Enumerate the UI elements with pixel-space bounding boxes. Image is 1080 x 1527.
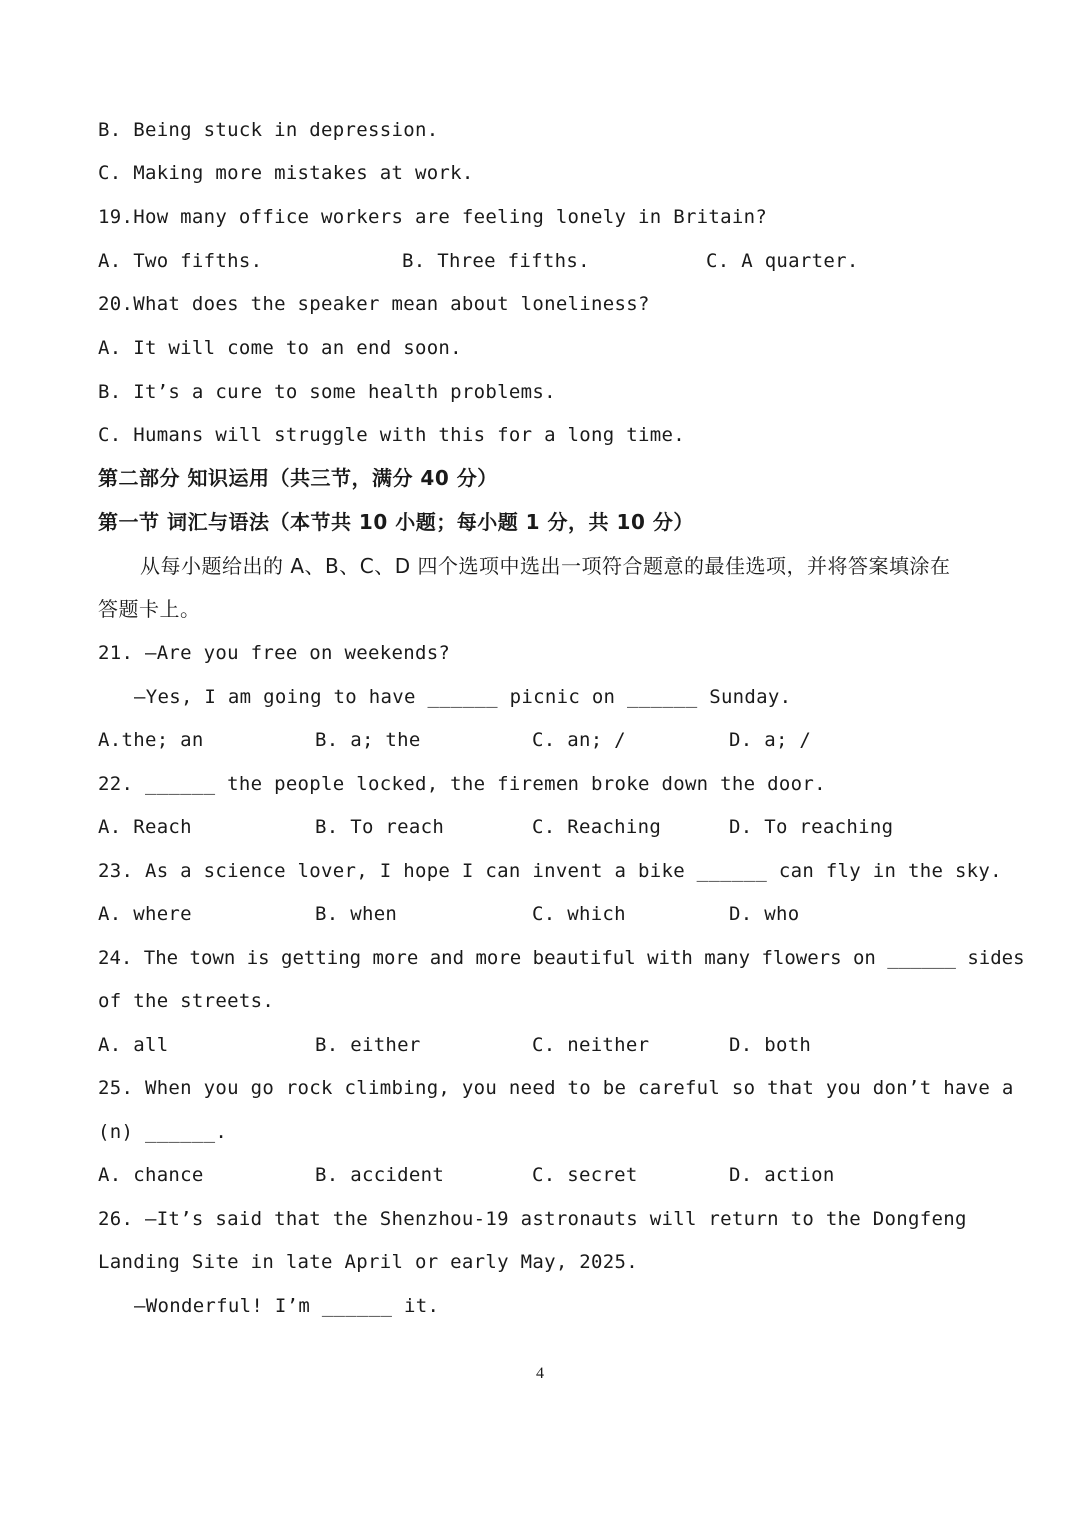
q24-option-a: A. all xyxy=(98,1034,169,1056)
q24-option-d: D. both xyxy=(729,1034,812,1056)
q22-option-b: B. To reach xyxy=(315,816,445,838)
q20-option-a: A. It will come to an end soon. xyxy=(98,337,462,359)
q21-option-a: A.the; an xyxy=(98,729,204,751)
instructions-line-1: 从每小题给出的 A、B、C、D 四个选项中选出一项符合题意的最佳选项，并将答案填涂在 xyxy=(140,554,951,578)
q19-option-c: C. A quarter. xyxy=(706,250,859,272)
q21-option-d: D. a; / xyxy=(729,729,812,751)
q21-stem-line-2: —Yes, I am going to have ______ picnic on ______ Sunday. xyxy=(134,686,792,708)
q20-stem: 20.What does the speaker mean about loneliness? xyxy=(98,293,650,315)
q25-stem-line-2: (n) ______. xyxy=(98,1121,228,1143)
q23-stem: 23. As a science lover, I hope I can invent a bike ______ can fly in the sky. xyxy=(98,860,1002,882)
q25-option-c: C. secret xyxy=(532,1164,638,1186)
q21-option-c: C. an; / xyxy=(532,729,626,751)
q24-option-b: B. either xyxy=(315,1034,421,1056)
instructions-line-2: 答题卡上。 xyxy=(98,597,201,621)
q24-stem-line-2: of the streets. xyxy=(98,990,275,1012)
q26-stem-line-1: 26. —It’s said that the Shenzhou-19 astronauts will return to the Dongfeng xyxy=(98,1208,967,1230)
page-number: 4 xyxy=(536,1365,544,1382)
q26-stem-line-3: —Wonderful! I’m ______ it. xyxy=(134,1295,440,1317)
q23-option-b: B. when xyxy=(315,903,398,925)
q22-option-a: A. Reach xyxy=(98,816,192,838)
q20-option-c: C. Humans will struggle with this for a long time. xyxy=(98,424,685,446)
q25-option-a: A. chance xyxy=(98,1164,204,1186)
q21-option-b: B. a; the xyxy=(315,729,421,751)
q22-option-d: D. To reaching xyxy=(729,816,894,838)
q23-option-c: C. which xyxy=(532,903,626,925)
q23-option-a: A. where xyxy=(98,903,192,925)
q19-option-b: B. Three fifths. xyxy=(402,250,590,272)
q24-option-c: C. neither xyxy=(532,1034,650,1056)
section1-title: 第一节 词汇与语法（本节共 10 小题；每小题 1 分，共 10 分） xyxy=(98,510,694,534)
q25-stem-line-1: 25. When you go rock climbing, you need to be careful so that you don’t have a xyxy=(98,1077,1014,1099)
q25-option-d: D. action xyxy=(729,1164,835,1186)
q19-option-a: A. Two fifths. xyxy=(98,250,263,272)
q23-option-d: D. who xyxy=(729,903,800,925)
q26-stem-line-2: Landing Site in late April or early May, 2025. xyxy=(98,1251,638,1273)
q25-option-b: B. accident xyxy=(315,1164,445,1186)
q22-option-c: C. Reaching xyxy=(532,816,662,838)
q18-option-c: C. Making more mistakes at work. xyxy=(98,162,474,184)
q20-option-b: B. It’s a cure to some health problems. xyxy=(98,381,556,403)
q21-stem-line-1: 21. —Are you free on weekends? xyxy=(98,642,451,664)
q22-stem: 22. ______ the people locked, the firemen broke down the door. xyxy=(98,773,826,795)
q18-option-b: B. Being stuck in depression. xyxy=(98,119,439,141)
part2-title: 第二部分 知识运用（共三节，满分 40 分） xyxy=(98,466,498,490)
q24-stem-line-1: 24. The town is getting more and more beautiful with many flowers on ______ sides xyxy=(98,947,1025,969)
q19-stem: 19.How many office workers are feeling lonely in Britain? xyxy=(98,206,768,228)
